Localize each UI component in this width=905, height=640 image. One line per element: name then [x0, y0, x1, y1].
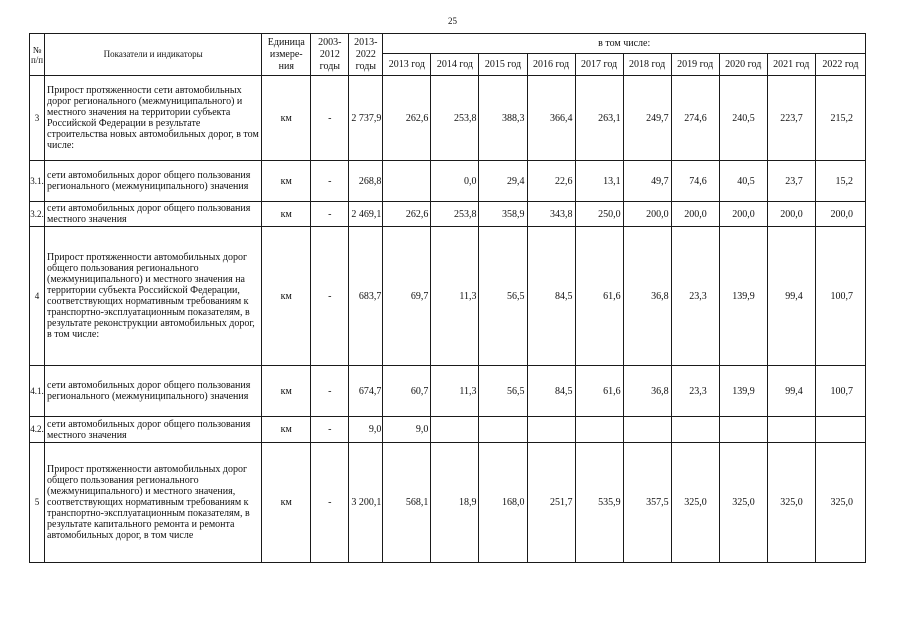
row-period-2003-2012: -: [311, 227, 349, 366]
page-number: 25: [448, 16, 457, 26]
header-period-2013-2022: 2013- 2022 годы: [349, 34, 383, 76]
row-period-2003-2012: -: [311, 366, 349, 417]
row-year-value: [767, 417, 815, 443]
row-number: 4.1.: [30, 366, 45, 417]
row-year-value: 325,0: [815, 443, 865, 563]
row-period-2003-2012: -: [311, 76, 349, 161]
row-year-value: 11,3: [431, 227, 479, 366]
header-num: № п/п: [30, 34, 45, 76]
row-year-value: 325,0: [767, 443, 815, 563]
header-including: в том числе:: [383, 34, 866, 54]
row-indicator-name: Прирост протяженности автомобильных дорог общего пользования регионального (межмуниципального) и местного значения, соответствующих нормативным требованиям к транспортно-эксплуатационным показателям, в результате капитального ремонта и ремонта автомобильных дорог, в том числе: [45, 443, 262, 563]
row-year-value: 99,4: [767, 366, 815, 417]
header-indicators: Показатели и индикаторы: [45, 34, 262, 76]
row-year-value: 200,0: [671, 202, 719, 227]
header-year: 2016 год: [527, 54, 575, 76]
row-year-value: 200,0: [623, 202, 671, 227]
row-year-value: 139,9: [719, 366, 767, 417]
table-header: [30, 34, 866, 76]
row-number: 3.2.: [30, 202, 45, 227]
row-year-value: 22,6: [527, 161, 575, 202]
row-period-2013-2022: 3 200,1: [349, 443, 383, 563]
indicators-table: [29, 33, 866, 563]
row-year-value: 84,5: [527, 227, 575, 366]
row-year-value: 568,1: [383, 443, 431, 563]
row-unit: км: [262, 443, 311, 563]
row-year-value: 18,9: [431, 443, 479, 563]
row-year-value: 56,5: [479, 366, 527, 417]
row-year-value: 253,8: [431, 202, 479, 227]
row-unit: км: [262, 76, 311, 161]
row-year-value: [671, 417, 719, 443]
row-unit: км: [262, 161, 311, 202]
header-period-2003-2012: 2003- 2012 годы: [311, 34, 349, 76]
row-year-value: 215,2: [815, 76, 865, 161]
row-year-value: 61,6: [575, 366, 623, 417]
row-year-value: [575, 417, 623, 443]
header-year: 2013 год: [383, 54, 431, 76]
row-number: 3: [30, 76, 45, 161]
row-year-value: 343,8: [527, 202, 575, 227]
row-indicator-name: сети автомобильных дорог общего пользования регионального (межмуниципального) значения: [45, 366, 262, 417]
row-year-value: 23,3: [671, 227, 719, 366]
row-year-value: 36,8: [623, 366, 671, 417]
row-period-2003-2012: -: [311, 202, 349, 227]
row-number: 5: [30, 443, 45, 563]
row-year-value: 0,0: [431, 161, 479, 202]
row-year-value: 9,0: [383, 417, 431, 443]
row-year-value: 56,5: [479, 227, 527, 366]
row-year-value: 29,4: [479, 161, 527, 202]
header-row-1: [30, 34, 866, 54]
row-year-value: 325,0: [719, 443, 767, 563]
row-period-2003-2012: -: [311, 417, 349, 443]
row-period-2013-2022: 674,7: [349, 366, 383, 417]
row-year-value: [623, 417, 671, 443]
row-year-value: 36,8: [623, 227, 671, 366]
row-year-value: 262,6: [383, 76, 431, 161]
row-year-value: 40,5: [719, 161, 767, 202]
row-year-value: [719, 417, 767, 443]
row-year-value: 74,6: [671, 161, 719, 202]
header-year: 2022 год: [815, 54, 865, 76]
row-year-value: 388,3: [479, 76, 527, 161]
header-year: 2019 год: [671, 54, 719, 76]
row-year-value: [431, 417, 479, 443]
row-year-value: [815, 417, 865, 443]
table-row: [30, 202, 866, 227]
row-year-value: 60,7: [383, 366, 431, 417]
header-year: 2021 год: [767, 54, 815, 76]
row-period-2003-2012: -: [311, 161, 349, 202]
row-year-value: 139,9: [719, 227, 767, 366]
row-year-value: 253,8: [431, 76, 479, 161]
table-body: [30, 76, 866, 563]
row-unit: км: [262, 366, 311, 417]
table-row: [30, 227, 866, 366]
row-indicator-name: сети автомобильных дорог общего пользования местного значения: [45, 202, 262, 227]
row-number: 3.1.: [30, 161, 45, 202]
row-period-2013-2022: 2 737,9: [349, 76, 383, 161]
row-year-value: 263,1: [575, 76, 623, 161]
header-unit: Единица измере- ния: [262, 34, 311, 76]
row-period-2013-2022: 268,8: [349, 161, 383, 202]
row-year-value: 69,7: [383, 227, 431, 366]
row-unit: км: [262, 227, 311, 366]
row-year-value: 357,5: [623, 443, 671, 563]
row-indicator-name: Прирост протяженности сети автомобильных дорог регионального (межмуниципального) и местного значения на территории субъекта Российской Федерации в результате строительства новых автомобильных дорог, в том числе:: [45, 76, 262, 161]
row-year-value: 200,0: [767, 202, 815, 227]
header-year: 2018 год: [623, 54, 671, 76]
row-year-value: 250,0: [575, 202, 623, 227]
row-year-value: 13,1: [575, 161, 623, 202]
row-indicator-name: сети автомобильных дорог общего пользования местного значения: [45, 417, 262, 443]
row-year-value: 100,7: [815, 227, 865, 366]
row-year-value: 366,4: [527, 76, 575, 161]
row-year-value: 49,7: [623, 161, 671, 202]
row-year-value: 15,2: [815, 161, 865, 202]
row-number: 4.2.: [30, 417, 45, 443]
header-year: 2015 год: [479, 54, 527, 76]
row-unit: км: [262, 417, 311, 443]
row-year-value: 99,4: [767, 227, 815, 366]
row-year-value: 251,7: [527, 443, 575, 563]
table-row: [30, 366, 866, 417]
row-period-2013-2022: 9,0: [349, 417, 383, 443]
header-year: 2017 год: [575, 54, 623, 76]
row-unit: км: [262, 202, 311, 227]
row-indicator-name: сети автомобильных дорог общего пользования регионального (межмуниципального) значения: [45, 161, 262, 202]
row-period-2003-2012: -: [311, 443, 349, 563]
row-year-value: 200,0: [719, 202, 767, 227]
row-year-value: 535,9: [575, 443, 623, 563]
row-year-value: 23,3: [671, 366, 719, 417]
row-year-value: 61,6: [575, 227, 623, 366]
row-year-value: 274,6: [671, 76, 719, 161]
row-year-value: 168,0: [479, 443, 527, 563]
table-row: [30, 76, 866, 161]
row-year-value: [527, 417, 575, 443]
row-year-value: 325,0: [671, 443, 719, 563]
header-year: 2014 год: [431, 54, 479, 76]
table-row: [30, 443, 866, 563]
row-year-value: 223,7: [767, 76, 815, 161]
row-year-value: 100,7: [815, 366, 865, 417]
row-period-2013-2022: 683,7: [349, 227, 383, 366]
row-period-2013-2022: 2 469,1: [349, 202, 383, 227]
row-year-value: 11,3: [431, 366, 479, 417]
row-year-value: 358,9: [479, 202, 527, 227]
row-year-value: 262,6: [383, 202, 431, 227]
header-year: 2020 год: [719, 54, 767, 76]
row-year-value: 23,7: [767, 161, 815, 202]
row-year-value: [383, 161, 431, 202]
row-year-value: 240,5: [719, 76, 767, 161]
table-row: [30, 161, 866, 202]
table-row: [30, 417, 866, 443]
row-number: 4: [30, 227, 45, 366]
row-year-value: 249,7: [623, 76, 671, 161]
row-indicator-name: Прирост протяженности автомобильных дорог общего пользования регионального (межмуниципального) и местного значения на территории субъекта Российской Федерации, соответствующих нормативным требованиям к транспортно-эксплуатационным показателям, в результате реконструкции автомобильных дорог, в том числе:: [45, 227, 262, 366]
row-year-value: [479, 417, 527, 443]
row-year-value: 200,0: [815, 202, 865, 227]
row-year-value: 84,5: [527, 366, 575, 417]
